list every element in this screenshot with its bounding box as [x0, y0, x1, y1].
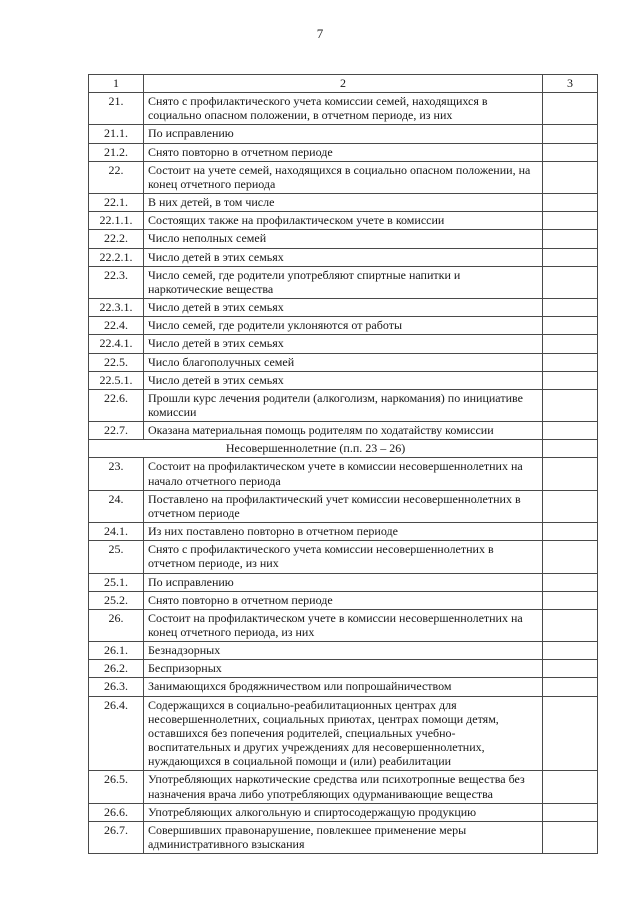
table-row — [89, 803, 598, 821]
row-value-cell — [543, 803, 598, 821]
row-value-cell — [543, 353, 598, 371]
row-text-cell: По исправлению — [143, 573, 542, 591]
table-row — [89, 299, 598, 317]
row-value-cell — [543, 266, 598, 298]
row-value-cell — [543, 161, 598, 193]
row-value-cell — [543, 573, 598, 591]
row-value-cell — [543, 771, 598, 803]
row-value-cell — [543, 490, 598, 522]
row-number-cell: 26.5. — [89, 771, 144, 803]
table-row — [89, 389, 598, 421]
row-value-cell — [543, 523, 598, 541]
table-body — [89, 93, 598, 854]
row-value-cell — [543, 458, 598, 490]
row-text-cell: Состоит на профилактическом учете в комиссии несовершеннолетних на конец отчетного периода, из них — [143, 609, 542, 641]
row-value-cell — [543, 609, 598, 641]
row-number-cell: 22.4.1. — [89, 335, 144, 353]
row-text-cell: В них детей, в том числе — [143, 194, 542, 212]
row-number-cell: 26.1. — [89, 642, 144, 660]
row-number-cell: 25. — [89, 541, 144, 573]
row-value-cell — [543, 660, 598, 678]
row-value-cell — [543, 125, 598, 143]
row-number-cell: 25.1. — [89, 573, 144, 591]
row-number-cell: 25.2. — [89, 591, 144, 609]
row-value-cell — [543, 248, 598, 266]
row-text-cell: Состоит на учете семей, находящихся в социально опасном положении, на конец отчетного периода — [143, 161, 542, 193]
table-row — [89, 821, 598, 853]
table-row — [89, 541, 598, 573]
table-row — [89, 771, 598, 803]
row-number-cell: 22.1. — [89, 194, 144, 212]
table-row — [89, 317, 598, 335]
row-number-cell: 21.1. — [89, 125, 144, 143]
row-value-cell — [543, 299, 598, 317]
table-row — [89, 143, 598, 161]
row-value-cell — [543, 317, 598, 335]
row-value-cell — [543, 541, 598, 573]
table-row — [89, 125, 598, 143]
row-number-cell: 22. — [89, 161, 144, 193]
row-text-cell: Поставлено на профилактический учет комиссии несовершеннолетних в отчетном периоде — [143, 490, 542, 522]
row-number-cell: 22.3.1. — [89, 299, 144, 317]
row-value-cell — [543, 591, 598, 609]
row-number-cell: 21.2. — [89, 143, 144, 161]
row-value-cell — [543, 335, 598, 353]
table-row — [89, 591, 598, 609]
row-number-cell: 21. — [89, 93, 144, 125]
table-row — [89, 194, 598, 212]
row-number-cell: 22.6. — [89, 389, 144, 421]
row-number-cell: 26.7. — [89, 821, 144, 853]
row-number-cell: 26.2. — [89, 660, 144, 678]
row-number-cell: 22.2.1. — [89, 248, 144, 266]
row-text-cell: Число неполных семей — [143, 230, 542, 248]
table-row — [89, 230, 598, 248]
row-number-cell: 22.7. — [89, 422, 144, 440]
row-text-cell: Число благополучных семей — [143, 353, 542, 371]
row-number-cell: 22.5.1. — [89, 371, 144, 389]
row-value-cell — [543, 696, 598, 771]
table-row — [89, 93, 598, 125]
table-row — [89, 490, 598, 522]
row-value-cell — [543, 230, 598, 248]
row-text-cell: Состоит на профилактическом учете в комиссии несовершеннолетних на начало отчетного периода — [143, 458, 542, 490]
header-col-1: 1 — [89, 75, 144, 93]
row-text-cell: Совершивших правонарушение, повлекшее применение меры административного взыскания — [143, 821, 542, 853]
row-number-cell: 24. — [89, 490, 144, 522]
row-number-cell: 22.1.1. — [89, 212, 144, 230]
row-number-cell: 24.1. — [89, 523, 144, 541]
row-text-cell: Безнадзорных — [143, 642, 542, 660]
row-value-cell — [543, 389, 598, 421]
table-row — [89, 696, 598, 771]
row-text-cell: Число детей в этих семьях — [143, 299, 542, 317]
row-value-cell — [543, 678, 598, 696]
row-value-cell — [543, 93, 598, 125]
row-text-cell: Состоящих также на профилактическом учете в комиссии — [143, 212, 542, 230]
row-text-cell: Снято повторно в отчетном периоде — [143, 143, 542, 161]
row-number-cell: 22.3. — [89, 266, 144, 298]
row-value-cell — [543, 821, 598, 853]
table-row — [89, 609, 598, 641]
row-text-cell: По исправлению — [143, 125, 542, 143]
table-row — [89, 642, 598, 660]
row-text-cell: Число семей, где родители уклоняются от работы — [143, 317, 542, 335]
header-col-2: 2 — [143, 75, 542, 93]
row-text-cell: Содержащихся в социально-реабилитационных центрах для несовершеннолетних, социальных приютах, центрах помощи детям, оставшихся без попечения родителей, специальных учебно-воспитательных и других учреждениях для несовершеннолетних, нуждающихся в социальной помощи и (или) реабилитации — [143, 696, 542, 771]
row-number-cell: 26. — [89, 609, 144, 641]
row-text-cell: Употребляющих наркотические средства или психотропные вещества без назначения врача либо употребляющих одурманивающие вещества — [143, 771, 542, 803]
row-text-cell: Оказана материальная помощь родителям по ходатайству комиссии — [143, 422, 542, 440]
row-text-cell: Число детей в этих семьях — [143, 335, 542, 353]
table-row — [89, 660, 598, 678]
header-col-3: 3 — [543, 75, 598, 93]
row-number-cell: 22.2. — [89, 230, 144, 248]
row-number-cell: 26.3. — [89, 678, 144, 696]
row-number-cell: 22.4. — [89, 317, 144, 335]
table-row — [89, 422, 598, 440]
table-row — [89, 371, 598, 389]
row-value-cell — [543, 642, 598, 660]
row-value-cell — [543, 422, 598, 440]
row-value-cell — [543, 212, 598, 230]
row-value-cell — [543, 371, 598, 389]
table-row — [89, 266, 598, 298]
row-text-cell: Число детей в этих семьях — [143, 371, 542, 389]
page-number: 7 — [316, 26, 324, 41]
row-value-cell — [543, 440, 598, 458]
row-text-cell: Снято с профилактического учета комиссии семей, находящихся в социально опасном положении, в отчетном периоде, из них — [143, 93, 542, 125]
row-text-cell: Из них поставлено повторно в отчетном периоде — [143, 523, 542, 541]
table-header-row — [89, 75, 598, 93]
row-text-cell: Число семей, где родители употребляют спиртные напитки и наркотические вещества — [143, 266, 542, 298]
row-number-cell: 23. — [89, 458, 144, 490]
table-row — [89, 523, 598, 541]
table-row — [89, 248, 598, 266]
row-text-cell: Снято с профилактического учета комиссии несовершеннолетних в отчетном периоде, из них — [143, 541, 542, 573]
row-value-cell — [543, 194, 598, 212]
row-number-cell: 22.5. — [89, 353, 144, 371]
section-row — [89, 440, 598, 458]
table-row — [89, 212, 598, 230]
row-text-cell: Употребляющих алкогольную и спиртосодержащую продукцию — [143, 803, 542, 821]
table-row — [89, 573, 598, 591]
section-title: Несовершеннолетние (п.п. 23 – 26) — [89, 440, 543, 458]
table-row — [89, 335, 598, 353]
table-row — [89, 161, 598, 193]
report-table — [88, 74, 598, 854]
row-text-cell: Прошли курс лечения родители (алкоголизм, наркомания) по инициативе комиссии — [143, 389, 542, 421]
row-text-cell: Беспризорных — [143, 660, 542, 678]
row-number-cell: 26.6. — [89, 803, 144, 821]
row-value-cell — [543, 143, 598, 161]
row-text-cell: Занимающихся бродяжничеством или попрошайничеством — [143, 678, 542, 696]
row-number-cell: 26.4. — [89, 696, 144, 771]
table-row — [89, 678, 598, 696]
row-text-cell: Снято повторно в отчетном периоде — [143, 591, 542, 609]
row-text-cell: Число детей в этих семьях — [143, 248, 542, 266]
table-row — [89, 458, 598, 490]
table-row — [89, 353, 598, 371]
